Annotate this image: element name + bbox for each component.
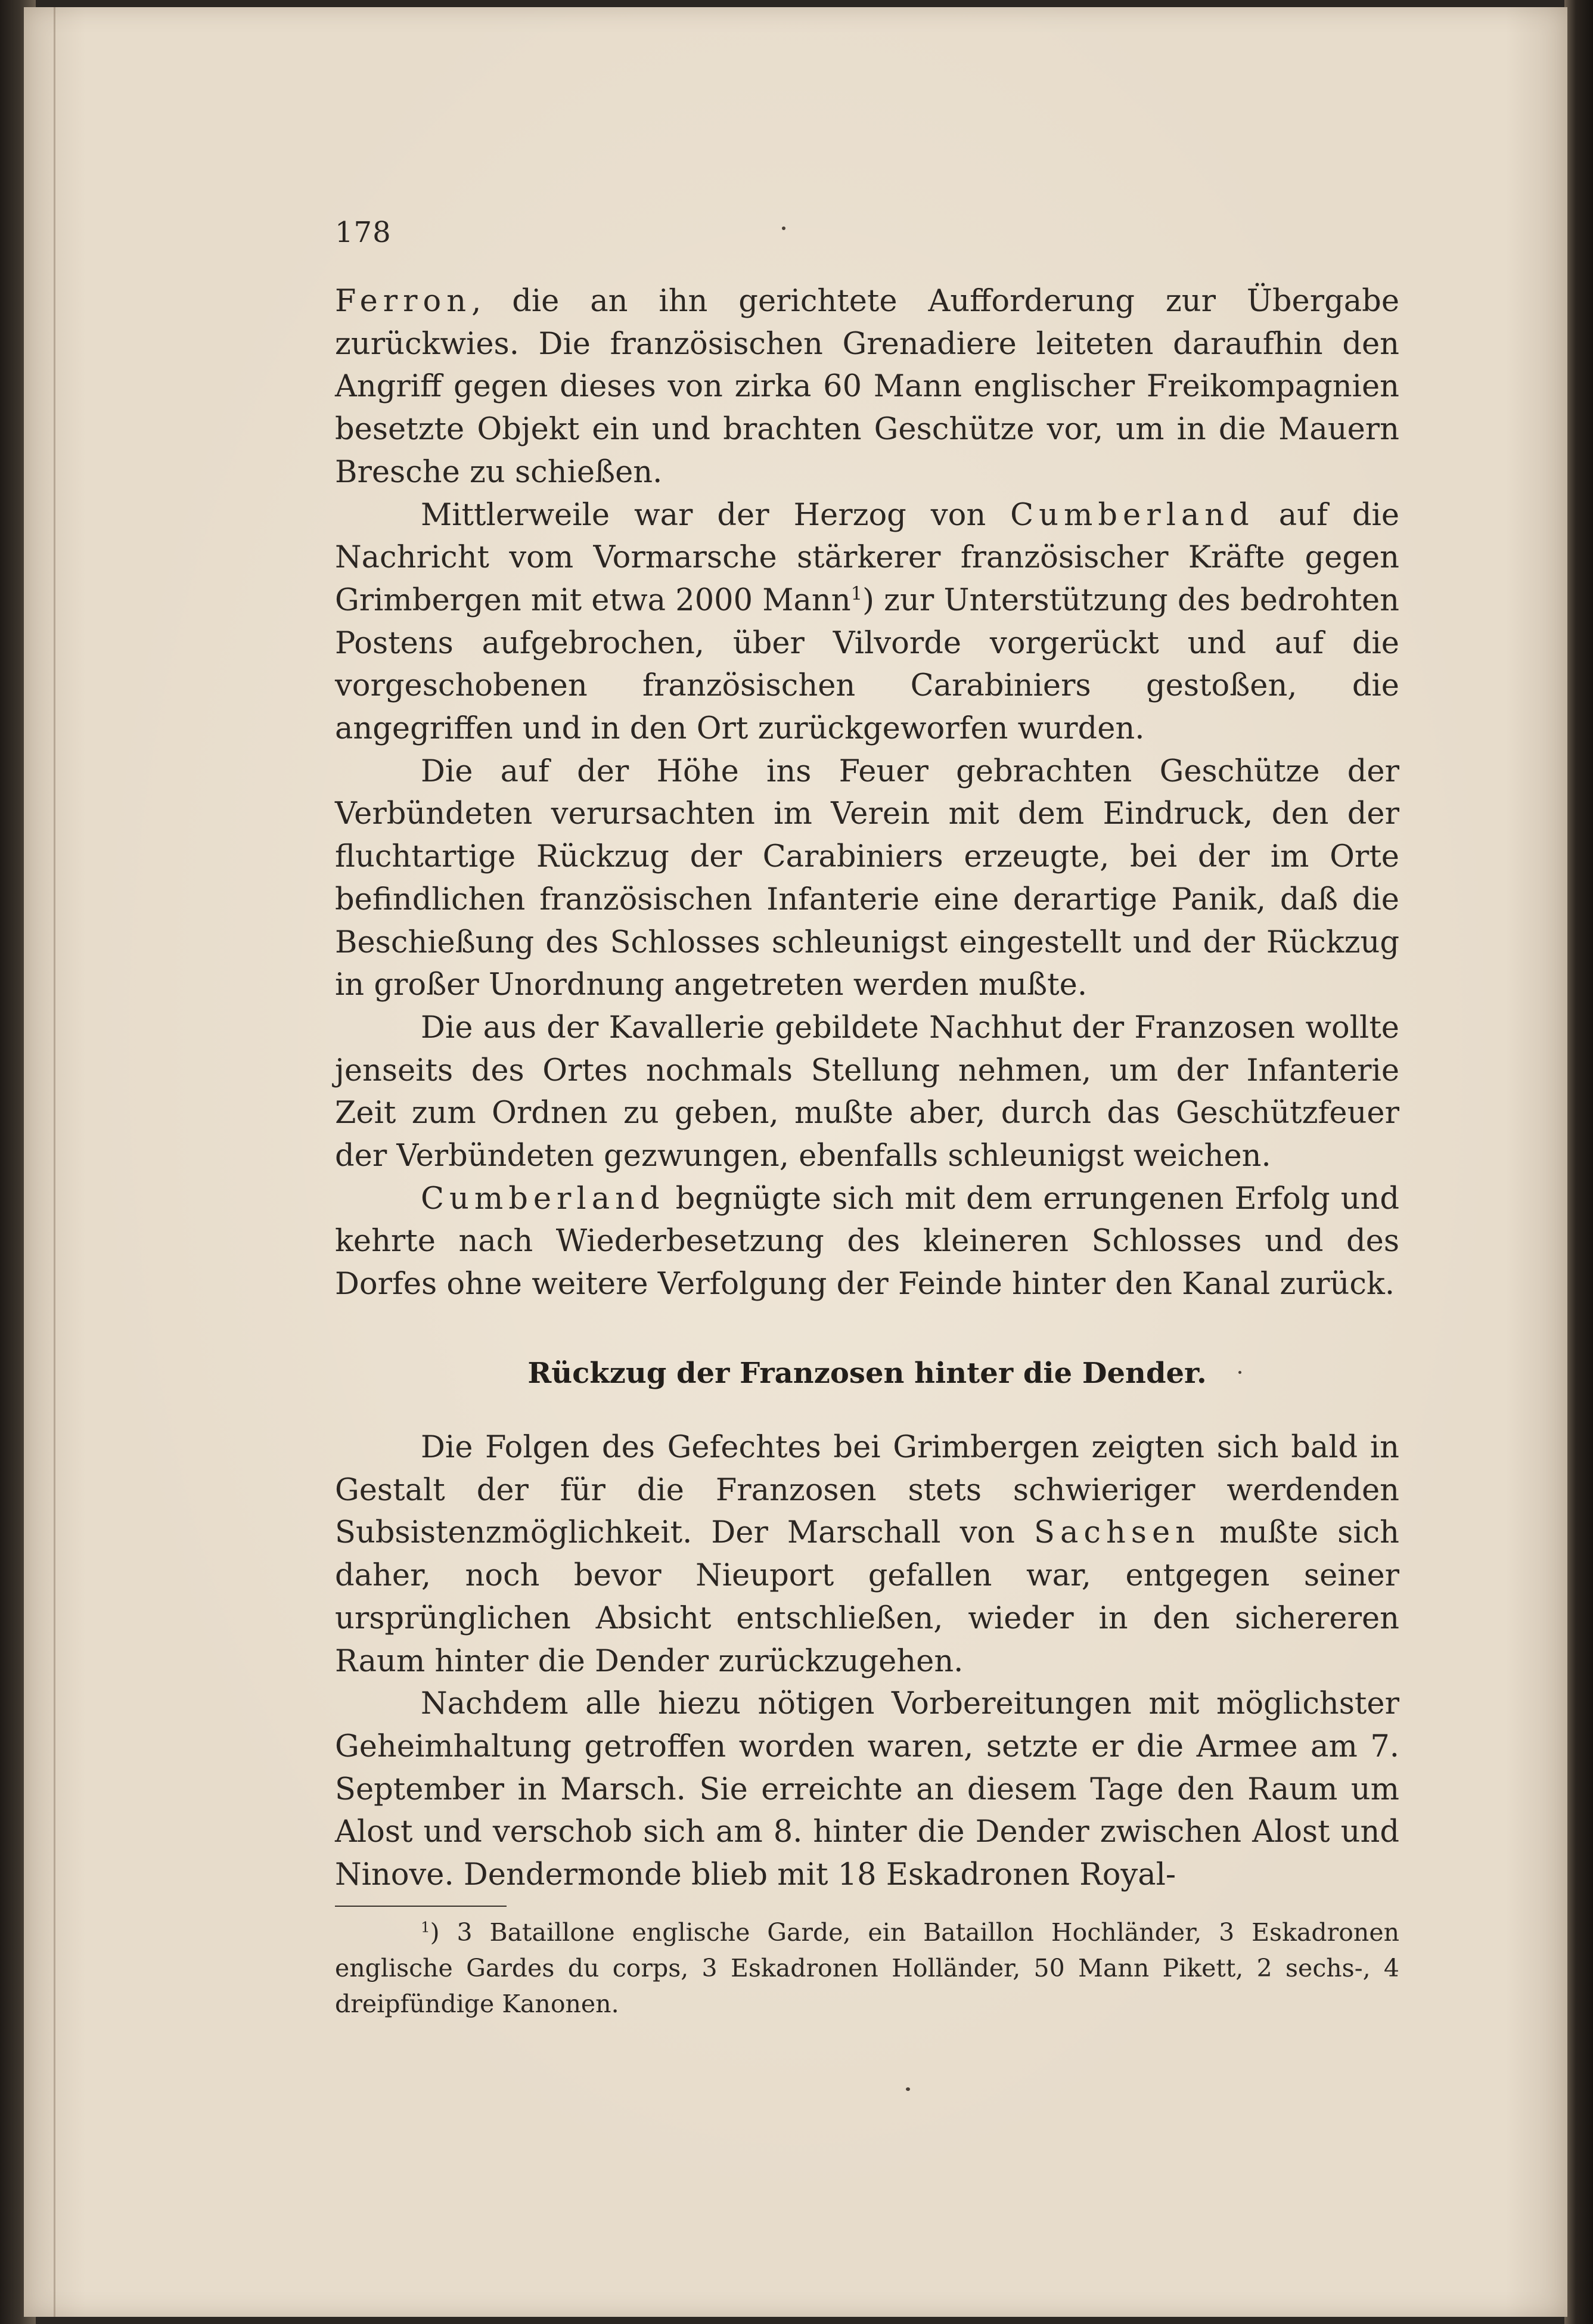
text-run: Die Folgen des Gefechtes bei Grimbergen zeigten sich bald in Gestalt der für die Franzosen stets schwieriger werdenden Subsistenzmöglichkeit. Der Marschall von: [335, 1430, 1399, 1551]
paper-speck: [906, 2087, 910, 2091]
text-run: begnügte sich mit dem errungenen Erfolg und kehrte nach Wiederbesetzung des kleineren Schlosses und des Dorfes ohne weitere Verfolgung der Feinde hinter den Kanal zurück.: [335, 1181, 1399, 1302]
text-run: ) zur Unterstützung des bedrohten Postens aufgebrochen, über Vilvorde vorgerückt und auf die vorgeschobenen französischen Carabiniers gestoßen, die angegriffen und in den Ort zurückgeworfen wurden.: [335, 582, 1399, 747]
page-number: 178: [335, 216, 392, 249]
footnote-marker: 1: [421, 1918, 430, 1936]
spaced-name: Ferron: [335, 284, 472, 319]
paragraph: [335, 494, 1399, 750]
paragraph: [335, 750, 1399, 1007]
paragraph: [335, 1426, 1399, 1683]
spaced-name: Cumberland: [421, 1181, 665, 1217]
body-text-top: [335, 280, 1399, 1306]
footnote-reference: 1: [850, 583, 863, 604]
text-run: Die auf der Höhe ins Feuer gebrachten Geschütze der Verbündeten verursachten im Verein mit dem Eindruck, den der fluchtartige Rückzug der Carabiniers erzeugte, bei der im Orte befindlichen französischen Infanterie eine derartige Panik, daß die Beschießung des Schlosses schleunigst eingestellt und der Rückzug in großer Unordnung angetreten werden mußte.: [335, 753, 1399, 1003]
text-run: Nachdem alle hiezu nötigen Vorbereitungen mit möglichster Geheimhaltung getroffen worden waren, setzte er die Armee am 7. September in Marsch. Sie erreichte an diesem Tage den Raum um Alost und verschob sich am 8. hinter die Dender zwischen Alost und Ninove. Dendermonde blieb mit 18 Eskadronen Royal-: [335, 1686, 1399, 1893]
paragraph: [335, 280, 1399, 494]
section-heading: Rückzug der Franzosen hinter die Dender.: [527, 1357, 1207, 1390]
paragraph: [335, 1007, 1399, 1178]
footnote: [335, 1915, 1399, 2022]
text-run: , die an ihn gerichtete Aufforderung zur Übergabe zurückwies. Die französischen Grenadiere leiteten daraufhin den Angriff gegen dieses von zirka 60 Mann englischer Freikompagnien besetzte Objekt ein und brachten Geschütze vor, um in die Mauern Bresche zu schießen.: [335, 284, 1399, 490]
body-text-bottom: [335, 1426, 1399, 1897]
footnote-text: ) 3 Bataillone englische Garde, ein Bataillon Hochländer, 3 Eskadronen englische Gardes du corps, 3 Eskadronen Holländer, 50 Mann Pikett, 2 sechs-, 4 dreipfündige Kanonen.: [335, 1918, 1399, 2018]
spaced-name: Cumberland: [1010, 497, 1254, 533]
footnote-rule: [335, 1906, 507, 1907]
text-run: auf die Nachricht vom Vormarsche stärkerer französischer Kräfte gegen Grimbergen mit etwa 2000 Mann: [335, 497, 1399, 618]
spaced-name: Sachsen: [1034, 1515, 1200, 1551]
paragraph: [335, 1178, 1399, 1306]
paper-speck: [1238, 1371, 1241, 1374]
paper-speck: [782, 226, 785, 230]
book-binding-right: [1564, 0, 1593, 2324]
text-run: Die aus der Kavallerie gebildete Nachhut der Franzosen wollte jenseits des Ortes nochmals Stellung nehmen, um der Infanterie Zeit zum Ordnen zu geben, mußte aber, durch das Geschützfeuer der Verbündeten gezwungen, ebenfalls schleunigst weichen.: [335, 1010, 1399, 1174]
footnote-paragraph: [335, 1915, 1399, 2022]
text-run: mußte sich daher, noch bevor Nieuport gefallen war, entgegen seiner ursprünglichen Absicht entschließen, wieder in den sichereren Raum hinter die Dender zurückzugehen.: [335, 1515, 1399, 1679]
paragraph: [335, 1683, 1399, 1897]
text-run: Mittlerweile war der Herzog von: [421, 497, 1011, 533]
page-gutter-line: [54, 7, 55, 2317]
